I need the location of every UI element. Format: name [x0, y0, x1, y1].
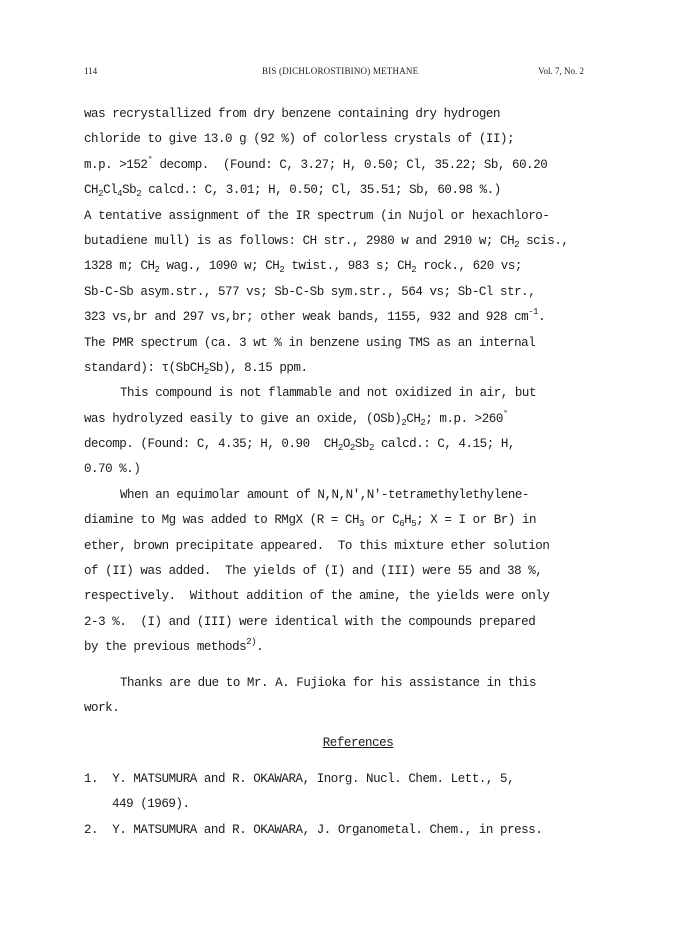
text-line: Thanks are due to Mr. A. Fujioka for his assistance in this [120, 675, 537, 690]
text-line: m.p. >152° decomp. (Found: C, 3.27; H, 0.50; Cl, 35.22; Sb, 60.20 [84, 154, 548, 172]
article-body [84, 102, 604, 843]
text-line: Sb-C-Sb asym.str., 577 vs; Sb-C-Sb sym.str., 564 vs; Sb-Cl str., [84, 284, 536, 299]
reference-entry: 2. Y. MATSUMURA and R. OKAWARA, J. Organometal. Chem., in press. [84, 822, 543, 837]
text-line: was recrystallized from dry benzene containing dry hydrogen [84, 107, 501, 121]
references-heading: References [322, 736, 394, 751]
text-line: $CH_2Cl_4Sb_2$ calcd.: C, 3.01; H, 0.50; Cl, 35.51; Sb, 60.98 %.) [84, 183, 501, 200]
text-line: was hydrolyzed easily to give an oxide, $(OSb)_2CH_2$; m.p. >260° [84, 408, 508, 428]
volume-issue: Vol. 7, No. 2 [538, 66, 584, 76]
text-line: ether, brown precipitate appeared. To this mixture ether solution [84, 538, 550, 553]
page-header [84, 66, 584, 82]
text-line: diamine to Mg was added to RMgX ($R = CH_3$ or $C_6H_5$; X = I or Br) in [84, 513, 537, 530]
text-line: 323 vs,br and 297 vs,br; other weak bands, 1155, 932 and 928 $cm^{-1}$. [84, 307, 546, 325]
paragraph-acknowledgement [84, 671, 604, 722]
text-line: 0.70 %.) [84, 462, 141, 477]
text-line: of (II) was added. The yields of (I) and (III) were 55 and 38 %, [84, 564, 543, 579]
text-line: work. [84, 700, 120, 715]
paragraph-synthesis [84, 102, 604, 381]
page-number: 114 [84, 66, 98, 76]
paragraph-grignard [84, 483, 604, 661]
text-line: This compound is not flammable and not oxidized in air, but [120, 386, 537, 401]
running-title: BIS (DICHLOROSTIBINO) METHANE [262, 66, 419, 76]
text-line: 2-3 %. (I) and (III) were identical with the compounds prepared [84, 614, 536, 629]
text-line: butadiene mull) is as follows: CH str., 2980 w and 2910 w; $CH_2$ scis., [84, 233, 569, 250]
text-line: standard): τ(SbCH$_2$Sb), 8.15 ppm. [84, 360, 308, 377]
paragraph-properties [84, 381, 604, 483]
text-line: A tentative assignment of the IR spectrum (in Nujol or hexachloro- [84, 208, 550, 223]
text-line: The PMR spectrum (ca. 3 wt % in benzene using TMS as an internal [84, 335, 536, 350]
text-line: chloride to give 13.0 g (92 %) of colorless crystals of (II); [84, 132, 515, 147]
text-line: 1328 m; $CH_2$ wag., 1090 w; $CH_2$ twist., 983 s; $CH_2$ rock., 620 vs; [84, 259, 522, 276]
text-line: When an equimolar amount of N,N,N',N'-tetramethylethylene- [120, 487, 529, 502]
text-line: decomp. (Found: C, 4.35; H, 0.90 $CH_2O_2Sb_2$ calcd.: C, 4.15; H, [84, 437, 515, 454]
reference-entry-continuation: 449 (1969). [112, 797, 190, 812]
reference-entry: 1. Y. MATSUMURA and R. OKAWARA, Inorg. Nucl. Chem. Lett., 5, [84, 771, 515, 786]
references-section [84, 731, 604, 843]
text-line: respectively. Without addition of the amine, the yields were only [84, 589, 550, 604]
text-line: by the previous methods$^{2)}$. [84, 637, 264, 655]
